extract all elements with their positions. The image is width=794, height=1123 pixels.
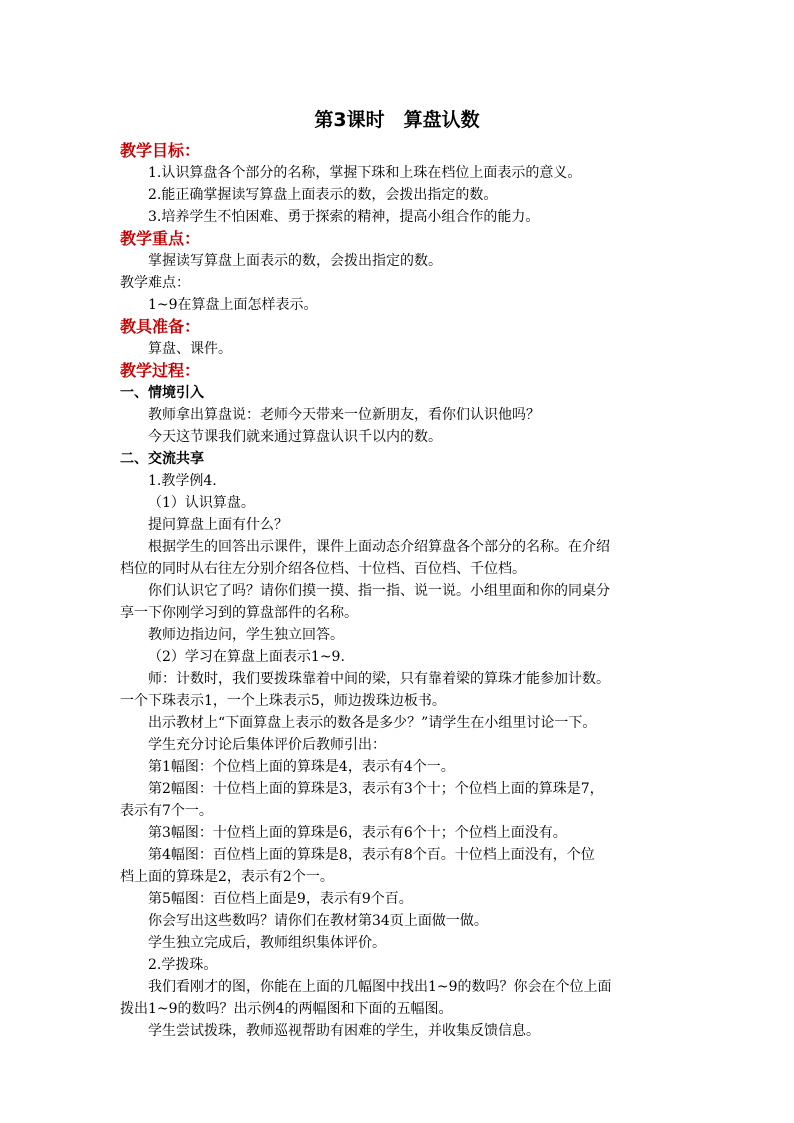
paragraph: （2）学习在算盘上面表示1~9. <box>148 649 345 665</box>
paragraph: （1）认识算盘。 <box>148 495 255 511</box>
paragraph: 你会写出这些数吗？请你们在教材第34页上面做一做。 <box>148 913 488 929</box>
paragraph: 第1幅图：个位档上面的算珠是4，表示有4个一。 <box>148 759 455 775</box>
paragraph: 学生充分讨论后集体评价后教师引出： <box>148 737 386 753</box>
paragraph: 教师边指边问，学生独立回答。 <box>148 627 344 643</box>
paragraph: 我们看刚才的图，你能在上面的几幅图中找出1~9的数吗？你会在个位上面 <box>148 979 612 995</box>
paragraph: 今天这节课我们就来通过算盘认识千以内的数。 <box>148 429 442 445</box>
paragraph: 根据学生的回答出示课件，课件上面动态介绍算盘各个部分的名称。在介绍 <box>148 539 610 555</box>
paragraph-continuation: 享一下你刚学习到的算盘部件的名称。 <box>120 605 358 621</box>
paragraph: 掌握读写算盘上面表示的数，会拨出指定的数。 <box>148 253 442 269</box>
paragraph: 3.培养学生不怕困难、勇于探索的精神，提高小组合作的能力。 <box>148 209 540 225</box>
paragraph: 第3幅图：十位档上面的算珠是6，表示有6个十；个位档上面没有。 <box>148 825 567 841</box>
paragraph: 第4幅图：百位档上面的算珠是8，表示有8个百。十位档上面没有，个位 <box>148 847 595 863</box>
section-heading-key-points: 教学重点： <box>120 229 201 248</box>
paragraph: 2.能正确掌握读写算盘上面表示的数，会拨出指定的数。 <box>148 187 498 203</box>
paragraph: 1.认识算盘各个部分的名称，掌握下珠和上珠在档位上面表示的意义。 <box>148 165 582 181</box>
paragraph-continuation: 表示有7个一。 <box>120 803 213 819</box>
section-heading-goals: 教学目标： <box>120 141 201 160</box>
paragraph: 算盘、课件。 <box>148 341 232 357</box>
subheading-intro: 一、情境引入 <box>120 385 204 401</box>
paragraph-continuation: 一个下珠表示1，一个上珠表示5，师边拨珠边板书。 <box>120 693 446 709</box>
paragraph: 2.学拨珠。 <box>148 957 218 973</box>
page-title: 第3课时 算盘认数 <box>314 109 480 131</box>
paragraph: 提问算盘上面有什么？ <box>148 517 288 533</box>
section-heading-process: 教学过程： <box>120 361 201 380</box>
paragraph-continuation: 档上面的算珠是2，表示有2个一。 <box>120 869 334 885</box>
paragraph: 1.教学例4. <box>148 473 217 489</box>
paragraph: 学生尝试拨珠，教师巡视帮助有困难的学生，并收集反馈信息。 <box>148 1023 540 1039</box>
paragraph: 第2幅图：十位档上面的算珠是3，表示有3个十；个位档上面的算珠是7， <box>148 781 604 797</box>
paragraph: 教师拿出算盘说：老师今天带来一位新朋友，看你们认识他吗？ <box>148 407 540 423</box>
paragraph: 师：计数时，我们要拨珠靠着中间的梁，只有靠着梁的算珠才能参加计数。 <box>148 671 610 687</box>
paragraph: 第5幅图：百位档上面是9，表示有9个百。 <box>148 891 413 907</box>
paragraph: 学生独立完成后，教师组织集体评价。 <box>148 935 386 951</box>
paragraph: 1~9在算盘上面怎样表示。 <box>148 297 318 313</box>
section-heading-tools: 教具准备： <box>120 317 201 336</box>
subheading-exchange: 二、交流共享 <box>120 451 204 467</box>
paragraph-continuation: 拨出1~9的数吗？出示例4的两幅图和下面的五幅图。 <box>120 1001 453 1017</box>
paragraph: 你们认识它了吗？请你们摸一摸、指一指、说一说。小组里面和你的同桌分 <box>148 583 610 599</box>
section-label-difficulty: 教学难点： <box>120 275 190 291</box>
paragraph: 出示教材上“下面算盘上表示的数各是多少？”请学生在小组里讨论一下。 <box>148 715 597 731</box>
paragraph-continuation: 档位的同时从右往左分别介绍各位档、十位档、百位档、千位档。 <box>120 561 526 577</box>
document-body <box>120 140 678 1042</box>
